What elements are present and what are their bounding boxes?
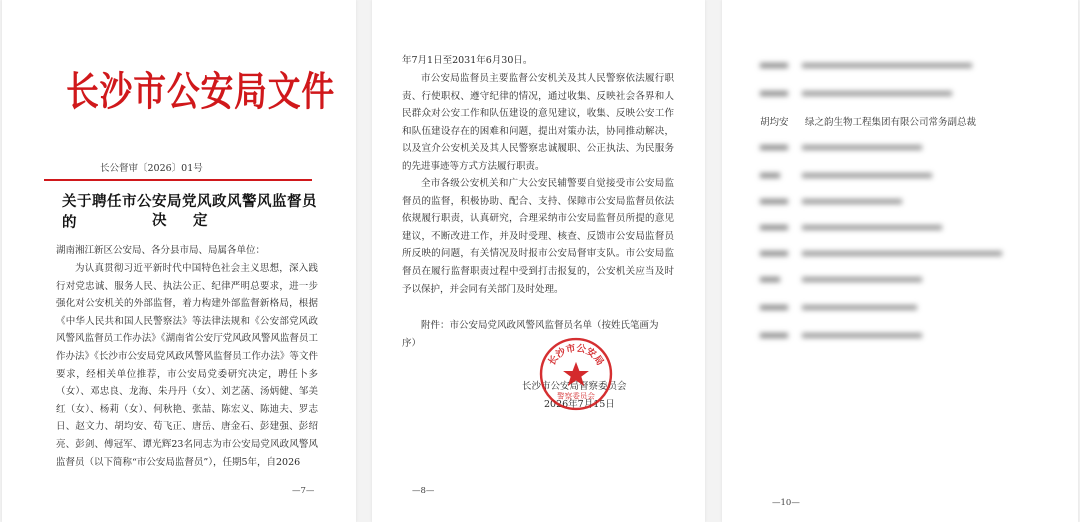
seal-star bbox=[563, 362, 589, 386]
seal-outer-text: 长沙市公安局 bbox=[546, 342, 606, 368]
member-row bbox=[760, 114, 1060, 128]
decision-heading: 关于聘任市公安局党风政风警风监督员的 bbox=[62, 193, 317, 231]
blurred-row bbox=[760, 88, 1060, 99]
blurred-row bbox=[760, 302, 1060, 313]
blurred-row bbox=[760, 142, 1060, 153]
document-red-header: 长沙市公安局文件 bbox=[66, 68, 335, 115]
blurred-row bbox=[760, 274, 1060, 285]
blurred-row bbox=[760, 222, 1060, 233]
salutation: 湖南湘江新区公安局、各分县市局、局属各单位： bbox=[56, 245, 266, 256]
document-page-1 bbox=[2, 0, 356, 522]
blurred-row bbox=[760, 330, 1060, 341]
page-number: —8— bbox=[412, 486, 435, 496]
body-paragraph: 全市各级公安机关和广大公安民辅警要自觉接受市公安局监督员的监督，积极协助、配合、支持、保障市公安局监督员依法依规履行职责，认真研究，合理采纳市公安局监督员所提的意见建议，不断改进工作，并及时受理、核查、反馈市公安局监督员所反映的问题，有关情况及时报市公安局督审支队。市公安局监督员在履行监督职责过程中受到打击报复的，公安机关应当及时予以保护，并会同有关部门及时处理。 bbox=[402, 178, 674, 295]
document-number: 长公督审〔2026〕01号 bbox=[100, 163, 203, 174]
document-page-3 bbox=[722, 0, 1078, 522]
blurred-row bbox=[760, 60, 1060, 71]
member-name: 胡均安 bbox=[760, 117, 789, 128]
issue-date: 2026年7月15日 bbox=[544, 399, 615, 410]
continuation-line: 年7月1日至2031年6月30日。 bbox=[402, 55, 533, 66]
body-paragraph: 为认真贯彻习近平新时代中国特色社会主义思想，深入践行对党忠诚、服务人民、执法公正、纪律严明总要求，进一步强化对公安机关的外部监督，着力构建外部监督新格局，根据《中华人民共和国人民警察法》等法律法规和《公安部党风政风警风监督员工作办法》《湖南省公安厅党风政风警风监督员工作办法》《长沙市公安局党风政风警风监督员工作办法》等文件要求，经相关单位推荐，市公安局党委研究决定，聘任卜多（女）、邓忠良、龙海、朱丹丹（女）、刘艺菡、汤炳健、邹美红（女）、杨莉（女）、何秋艳、张喆、陈宏义、陈迪夫、罗志日、赵文力、胡均安、荀飞正、唐岳、唐金石、彭建强、彭绍亮、彭剑、傅冠军、谭光辉23名同志为市公安局党风政风警风监督员（以下简称“市公安局监督员”），任期5年，自2026 bbox=[56, 263, 318, 468]
red-divider-line bbox=[44, 179, 312, 181]
decision-heading-line2: 决 定 bbox=[152, 212, 214, 229]
page-number: —7— bbox=[292, 486, 315, 496]
blurred-row bbox=[760, 248, 1060, 259]
signatory: 长沙市公安局督察委员会 bbox=[522, 381, 627, 392]
attachment-note: 附件：市公安局党风政风警风监督员名单（按姓氏笔画为序） bbox=[402, 320, 659, 349]
document-page-2 bbox=[372, 0, 705, 522]
body-paragraph: 市公安局监督员主要监督公安机关及其人民警察依法履行职责、行使职权、遵守纪律的情况，通过收集、反映社会各界和人民群众对公安工作和队伍建设的意见建议，收集、反映公安工作和队伍建设存在的困难和问题，提出对策办法，协同推动解决，以及宣介公安机关及其人民警察忠诚履职、公正执法、为民服务的先进事迹等方式方法履行职责。 bbox=[402, 73, 674, 172]
member-organization: 绿之韵生物工程集团有限公司常务副总裁 bbox=[805, 117, 977, 128]
blurred-row bbox=[760, 196, 1060, 207]
official-seal bbox=[538, 336, 614, 412]
seal-inner-text: 警察委员会 bbox=[557, 391, 595, 401]
page-number: —10— bbox=[772, 498, 800, 508]
blurred-row bbox=[760, 170, 1060, 181]
